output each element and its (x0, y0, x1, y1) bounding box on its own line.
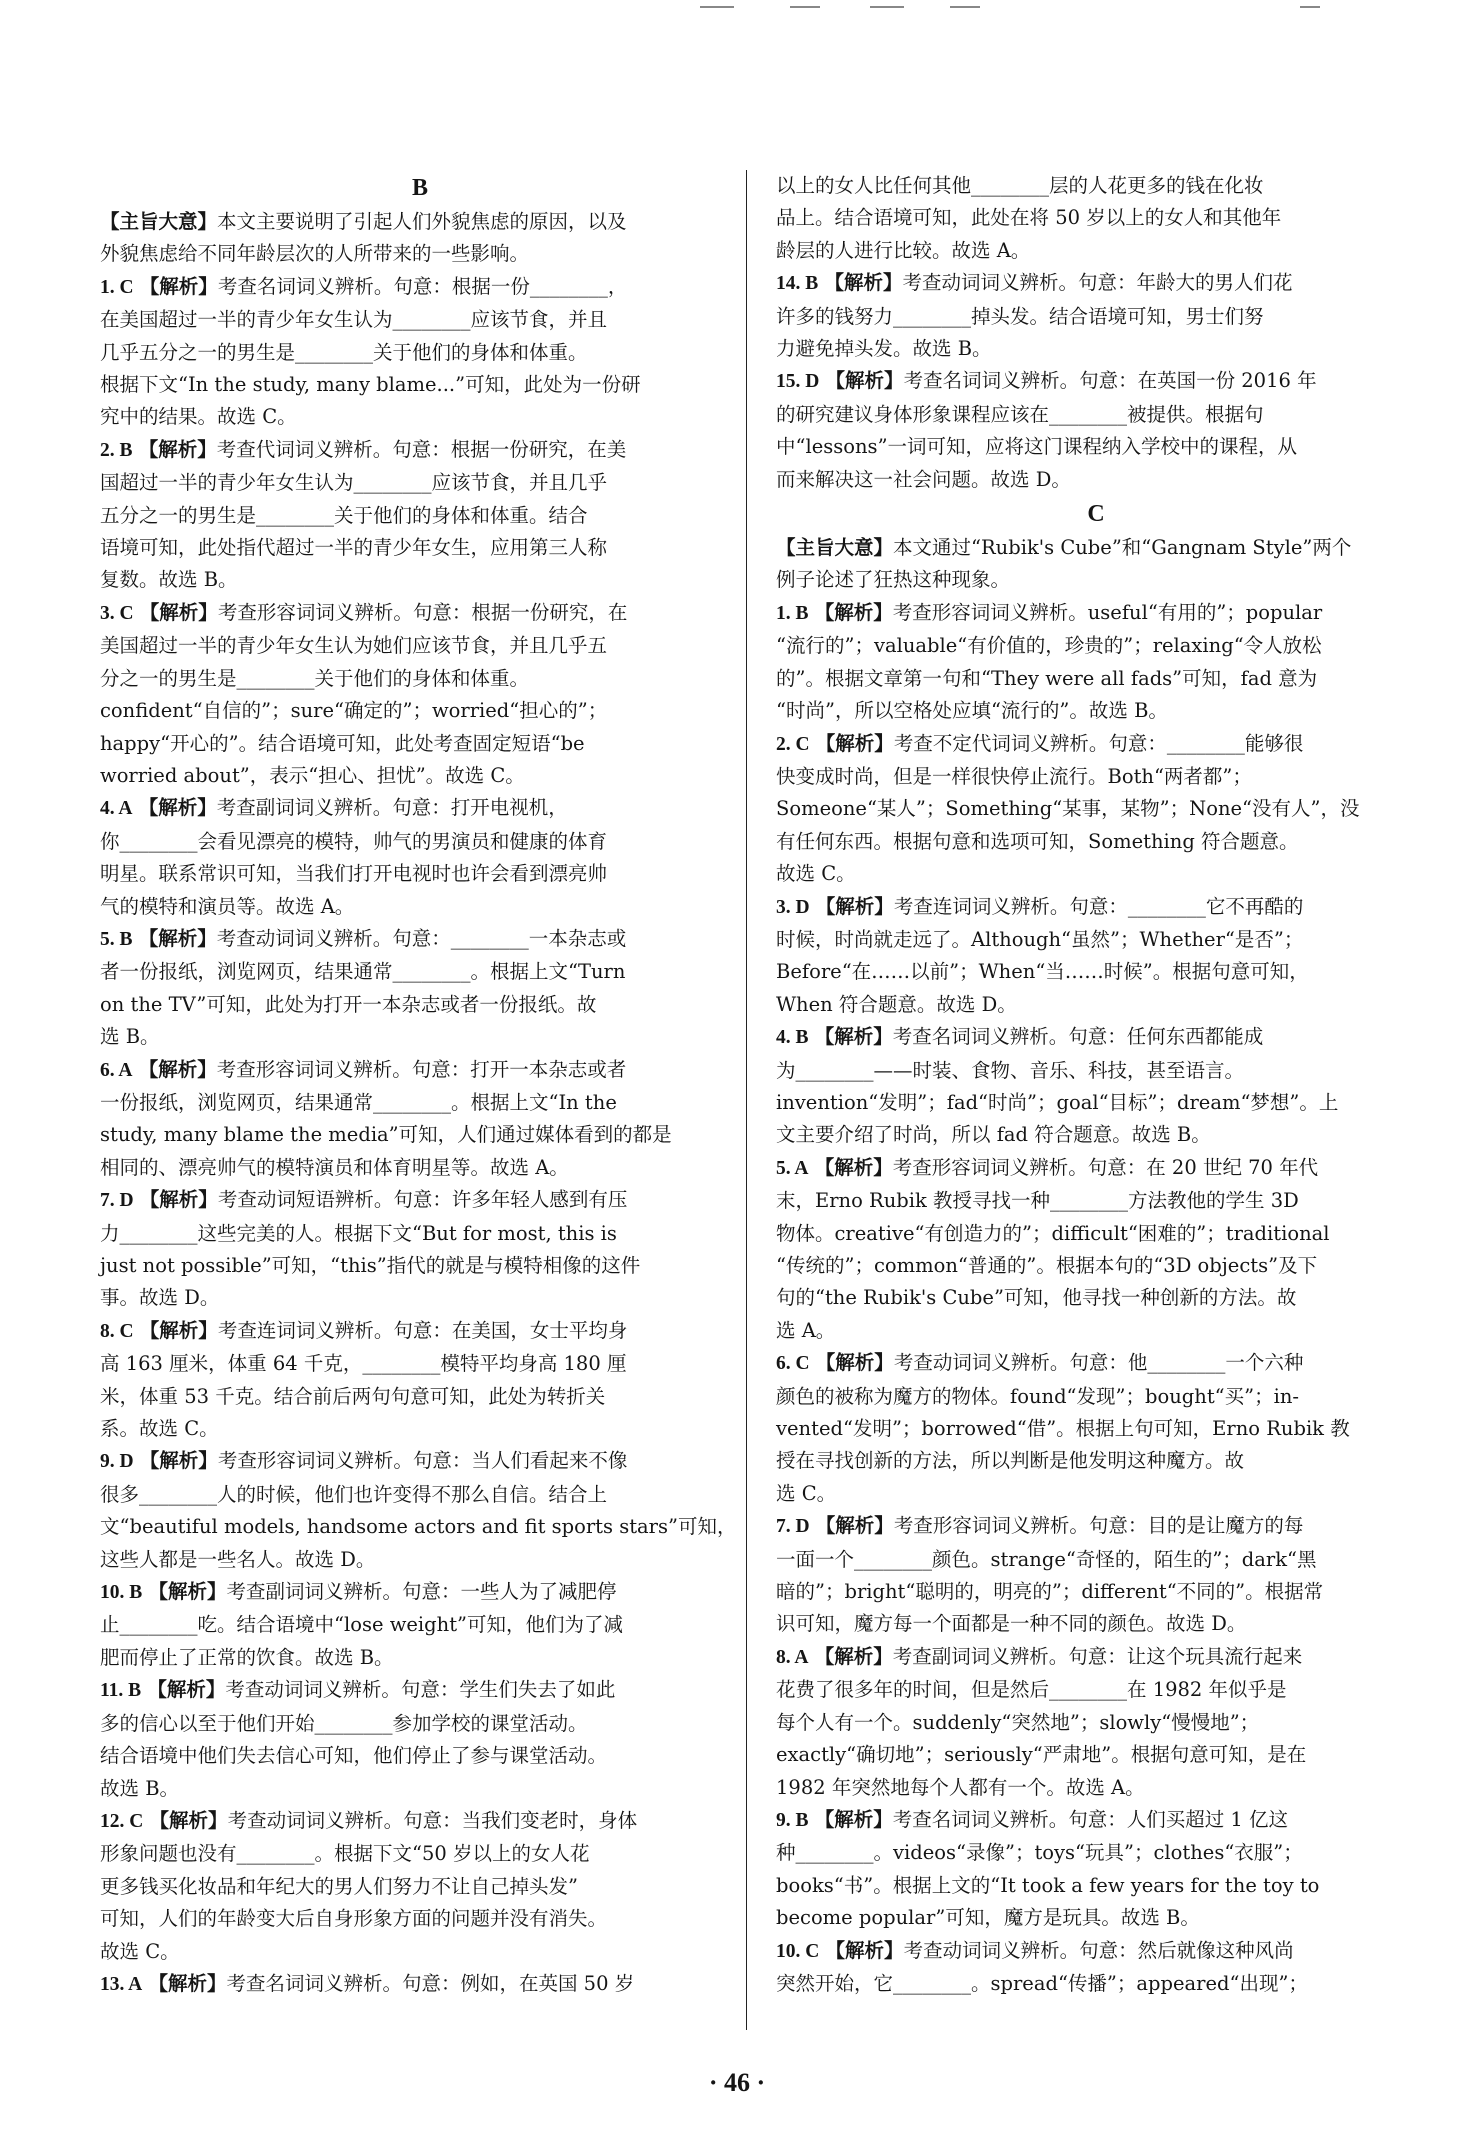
analysis-tag: 【解析】 (138, 437, 217, 461)
analysis-tag: 【解析】 (814, 600, 893, 624)
analysis-tag: 【解析】 (138, 1057, 217, 1081)
analysis-tag: 【解析】 (815, 1351, 894, 1375)
analysis-text: 考查名词词义辨析。句意：根据一份________， 在美国超过一半的青少年女生认为________应该节食，并且 几乎五分之一的男生是________关于他们的身体和体重。 根据下文“In the study, many blame...”可知，此处为一份研 究中的结果。故选 C。 (100, 274, 641, 429)
answer-number: 10. B (100, 1582, 143, 1604)
answer-item (776, 728, 1416, 891)
answer-number: 15. D (776, 371, 820, 393)
summary-tag: 【主旨大意】 (776, 536, 894, 560)
analysis-text: 考查副词词义辨析。句意：让这个玩具流行起来 花费了很多年的时间，但是然后________在 1982 年似乎是 每个人有一个。suddenly“突然地”；slowly“慢慢地”； exactly“确切地”；seriously“严肃地”。根据句意可知，是在 1982 年突然地每个人都有一个。故选 A。 (776, 1644, 1307, 1799)
analysis-text: 考查形容词词义辨析。useful“有用的”；popular “流行的”；valuable“有价值的，珍贵的”；relaxing“令人放松 的”。根据文章第一句和“They were all fads”可知，fad 意为 “时尚”，所以空格处应填“流行的”。故选 B。 (776, 600, 1323, 723)
answer-number: 14. B (776, 273, 819, 295)
answer-number: 7. D (100, 1190, 134, 1212)
answer-list (776, 267, 1416, 496)
answer-number: 2. C (776, 733, 810, 755)
answer-item (776, 267, 1416, 365)
analysis-text: 考查连词词义辨析。句意：________它不再酷的 时候，时尚就走远了。Although“虽然”；Whether“是否”； Before“在……以前”；When“当……时候”。根据句意可知， When 符合题意。故选 D。 (776, 894, 1309, 1016)
analysis-tag: 【解析】 (138, 926, 217, 950)
analysis-text: 考查动词词义辨析。句意：________一本杂志或 者一份报纸，浏览网页，结果通常________。根据上文“Turn on the TV”可知，此处为打开一本杂志或者一份报纸。故 选 B。 (100, 926, 627, 1049)
column-divider (746, 170, 747, 2030)
answer-number: 10. C (776, 1940, 820, 1962)
analysis-tag: 【解析】 (825, 369, 904, 393)
analysis-tag: 【解析】 (139, 274, 218, 298)
analysis-tag: 【解析】 (147, 1678, 226, 1702)
analysis-text: 考查动词词义辨析。句意：当我们变老时，身体 形象问题也没有________。根据下文“50 岁以上的女人花 更多钱买化妆品和年纪大的男人们努力不让自己掉头发” 可知，人们的年龄变大后自身形象方面的问题并没有消失。 故选 C。 (100, 1808, 638, 1963)
analysis-text: 考查动词短语辨析。句意：许多年轻人感到有压 力________这些完美的人。根据下文“But for most, this is just not possible”可知，“this”指代的就是与模特相像的这件 事。故选 D。 (100, 1188, 641, 1310)
top-edge-marks (700, 2, 1340, 12)
answer-item (776, 365, 1416, 496)
analysis-tag: 【解析】 (139, 600, 218, 624)
answer-item (100, 1315, 740, 1446)
analysis-tag: 【解析】 (139, 1318, 218, 1342)
answer-number: 11. B (100, 1680, 142, 1702)
section-heading-b: B (411, 175, 428, 201)
answer-item (100, 1674, 740, 1805)
analysis-text: 考查形容词词义辨析。句意：当人们看起来不像 很多________人的时候，他们也许变得不那么自信。结合上 文“beautiful models, handsome actors and fit sports stars”可知， 这些人都是一些名人。故选 D。 (100, 1449, 737, 1571)
answer-number: 8. C (100, 1320, 134, 1342)
answer-item (100, 1805, 740, 1968)
analysis-text: 考查连词词义辨析。句意：在美国，女士平均身 高 163 厘米，体重 64 千克，________模特平均身高 180 厘 米，体重 53 千克。结合前后两句句意可知，此处为转折关 系。故选 C。 (100, 1318, 628, 1441)
answer-item (100, 1184, 740, 1315)
summary-paragraph (100, 206, 740, 271)
analysis-tag: 【解析】 (148, 1580, 227, 1604)
answer-number: 1. C (100, 276, 134, 298)
answer-item (776, 1152, 1416, 1347)
answer-number: 3. C (100, 602, 134, 624)
section-heading-c: C (1087, 501, 1105, 528)
analysis-tag: 【解析】 (149, 1808, 228, 1832)
answer-item (776, 1804, 1416, 1935)
analysis-tag: 【解析】 (139, 1188, 218, 1212)
analysis-tag: 【解析】 (814, 1644, 893, 1668)
analysis-text: 考查名词词义辨析。句意：例如，在英国 50 岁 (226, 1971, 635, 1995)
analysis-text: 考查动词词义辨析。句意：然后就像这种风尚 突然开始，它________。spread“传播”；appeared“出现”； (776, 1938, 1308, 1995)
edge-mark (790, 6, 820, 8)
edge-mark (870, 6, 904, 8)
analysis-tag: 【解析】 (815, 1514, 894, 1538)
answer-list (100, 271, 740, 2002)
summary-text: 本文主要说明了引起人们外貌焦虑的原因，以及 外貌焦虑给不同年龄层次的人所带来的一些影响。 (100, 210, 627, 266)
summary-paragraph (776, 532, 1416, 597)
answer-item (100, 434, 740, 597)
answer-number: 8. A (776, 1646, 809, 1668)
answer-item (776, 1021, 1416, 1152)
page-number: · 46 · (708, 2068, 766, 2097)
answer-item (776, 891, 1416, 1022)
analysis-text: 考查形容词词义辨析。句意：根据一份研究，在 美国超过一半的青少年女生认为她们应该节食，并且几乎五 分之一的男生是________关于他们的身体和体重。 confident“自信的”；sure“确定的”；worried“担心的”； happy“开心的”。结合语境可知，此处考查固定短语“be worried about”，表示“担心、担忧”。故选 C。 (100, 600, 628, 787)
summary-tag: 【主旨大意】 (100, 210, 218, 233)
analysis-text: 考查不定代词词义辨析。句意：________能够很 快变成时尚，但是一样很快停止流行。Both“两者都”； Someone“某人”；Something“某事，某物”；None“没有人”，没 有任何东西。根据句意和选项可知，Something 符合题意。 故选 C。 (776, 731, 1360, 886)
answer-item (100, 1054, 740, 1185)
analysis-text: 考查名词词义辨析。句意：在英国一份 2016 年 的研究建议身体形象课程应该在________被提供。根据句 中“lessons”一词可知，应将这门课程纳入学校中的课程，从 而来解决这一社会问题。故选 D。 (776, 369, 1317, 491)
analysis-tag: 【解析】 (815, 894, 894, 918)
answer-number: 13. A (100, 1973, 143, 1995)
edge-mark (1300, 6, 1320, 8)
answer-item (776, 1347, 1416, 1510)
analysis-tag: 【解析】 (148, 1971, 227, 1995)
analysis-text: 考查名词词义辨析。句意：任何东西都能成 为________——时装、食物、音乐、科技，甚至语言。 invention“发明”；fad“时尚”；goal“目标”；dream“梦想”。上 文主要介绍了时尚，所以 fad 符合题意。故选 B。 (776, 1025, 1339, 1147)
answer-list (776, 597, 1416, 2000)
answer-item (776, 597, 1416, 728)
edge-mark (700, 6, 734, 8)
answer-item (100, 271, 740, 434)
continued-answer (776, 170, 1416, 267)
analysis-text: 考查动词词义辨析。句意：学生们失去了如此 多的信心以至于他们开始________参加学校的课堂活动。 结合语境中他们失去信心可知，他们停止了参与课堂活动。 故选 B。 (100, 1678, 616, 1800)
answer-number: 9. B (776, 1809, 809, 1831)
answer-item (100, 597, 740, 792)
answer-number: 2. B (100, 439, 133, 461)
continued-answer-text: 以上的女人比任何其他________层的人花更多的钱在化妆 品上。结合语境可知，此处在将 50 岁以上的女人和其他年 龄层的人进行比较。故选 A。 (776, 174, 1282, 262)
analysis-text: 考查名词词义辨析。句意：人们买超过 1 亿这 种________。videos“录像”；toys“玩具”；clothes“衣服”； books“书”。根据上文的“It took a few years for the toy to become popular”可知，魔方是玩具。故选 B。 (776, 1807, 1320, 1930)
analysis-text: 考查形容词词义辨析。句意：打开一本杂志或者 一份报纸，浏览网页，结果通常________。根据上文“In the study, many blame the media”可知，人们通过媒体看到的都是 相同的、漂亮帅气的模特演员和体育明星等。故选 A。 (100, 1057, 672, 1179)
answer-number: 4. A (100, 798, 133, 820)
analysis-text: 考查形容词词义辨析。句意：在 20 世纪 70 年代 末，Erno Rubik 教授寻找一种________方法教他的学生 3D 物体。creative“有创造力的”；difficult“困难的”；traditional “传统的”；common“普通的”。根据本句的“3D objects”及下 句的“the Rubik's Cube”可知，他寻找一种创新的方法。故 选 A。 (776, 1155, 1330, 1342)
edge-mark (950, 6, 980, 8)
analysis-tag: 【解析】 (814, 1155, 893, 1179)
analysis-text: 考查动词词义辨析。句意：年龄大的男人们花 许多的钱努力________掉头发。结合语境可知，男士们努 力避免掉头发。故选 B。 (776, 271, 1293, 361)
answer-item (100, 923, 740, 1054)
answer-item (776, 1641, 1416, 1804)
analysis-text: 考查代词词义辨析。句意：根据一份研究，在美 国超过一半的青少年女生认为________应该节食，并且几乎 五分之一的男生是________关于他们的身体和体重。结合 语境可知，此处指代超过一半的青少年女生，应用第三人称 复数。故选 B。 (100, 437, 627, 592)
answer-number: 5. B (100, 928, 133, 950)
answer-item (100, 1968, 740, 2001)
analysis-tag: 【解析】 (139, 1449, 218, 1473)
answer-number: 5. A (776, 1157, 809, 1179)
analysis-tag: 【解析】 (138, 796, 217, 820)
answer-number: 7. D (776, 1516, 810, 1538)
answer-item (776, 1935, 1416, 2001)
answer-number: 6. A (100, 1059, 133, 1081)
answer-item (100, 792, 740, 923)
analysis-tag: 【解析】 (814, 1025, 893, 1049)
analysis-text: 考查副词词义辨析。句意：打开电视机， 你________会看见漂亮的模特，帅气的男演员和健康的体育 明星。联系常识可知，当我们打开电视时也许会看到漂亮帅 气的模特和演员等。故选 A。 (100, 796, 608, 918)
analysis-tag: 【解析】 (824, 271, 903, 295)
summary-text: 本文通过“Rubik's Cube”和“Gangnam Style”两个 例子论述了狂热这种现象。 (776, 536, 1352, 592)
analysis-text: 考查副词词义辨析。句意：一些人为了减肥停 止________吃。结合语境中“lose weight”可知，他们为了减 肥而停止了正常的饮食。故选 B。 (100, 1580, 624, 1669)
answer-number: 6. C (776, 1353, 810, 1375)
analysis-tag: 【解析】 (815, 731, 894, 755)
analysis-tag: 【解析】 (814, 1807, 893, 1831)
analysis-tag: 【解析】 (825, 1938, 904, 1962)
right-column (776, 170, 1416, 2000)
answer-item (100, 1576, 740, 1674)
analysis-text: 考查动词词义辨析。句意：他________一个六种 颜色的被称为魔方的物体。found“发现”；bought“买”；in- vented“发明”；borrowed“借”。根据上句可知，Erno Rubik 教 授在寻找创新的方法，所以判断是他发明这种魔方。故 选 C。 (776, 1351, 1350, 1505)
answer-number: 9. D (100, 1451, 134, 1473)
answer-item (100, 1445, 740, 1576)
left-column (100, 170, 740, 2001)
answer-number: 12. C (100, 1810, 144, 1832)
answer-number: 4. B (776, 1027, 809, 1049)
answer-number: 3. D (776, 896, 810, 918)
analysis-text: 考查形容词词义辨析。句意：目的是让魔方的每 一面一个________颜色。strange“奇怪的，陌生的”；dark“黑 暗的”；bright“聪明的，明亮的”；different“不同的”。根据常 识可知，魔方每一个面都是一种不同的颜色。故选 D。 (776, 1514, 1324, 1636)
answer-number: 1. B (776, 602, 809, 624)
answer-item (776, 1510, 1416, 1641)
